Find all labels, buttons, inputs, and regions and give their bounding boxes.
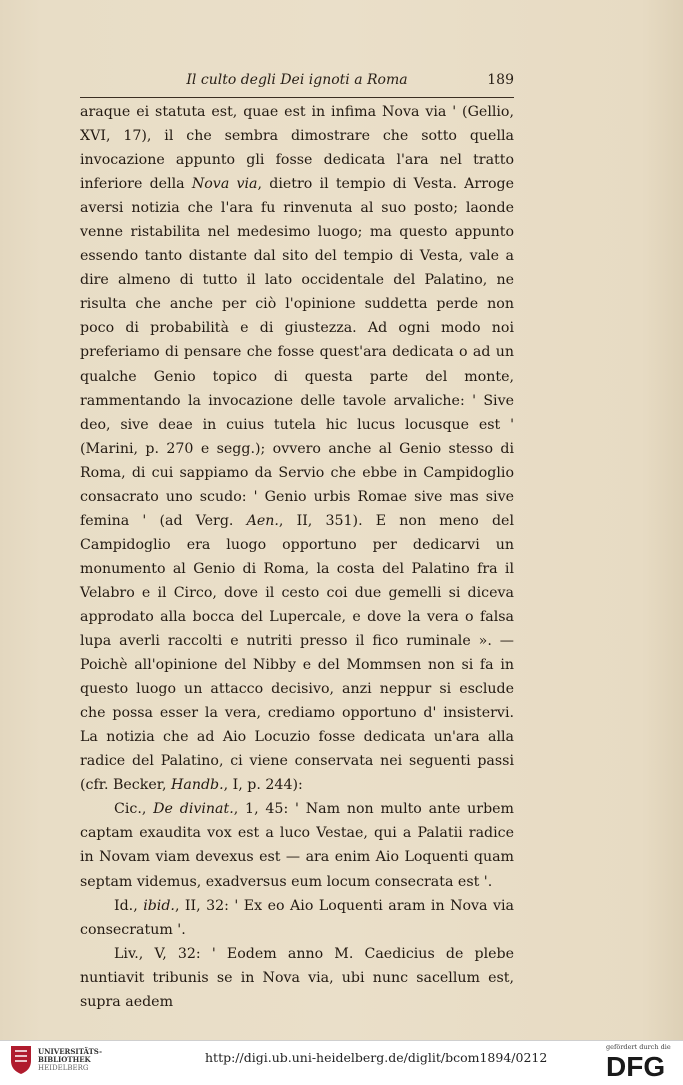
running-header (80, 72, 514, 92)
university-crest-icon (8, 1043, 34, 1075)
paragraph-id-ibid: Id., ibid., II, 32: ' Ex eo Aio Loquenti aram in Nova via consecratum '. (80, 897, 514, 938)
italic-handb: Handb. (170, 777, 224, 794)
italic-aen: Aen. (246, 512, 279, 529)
body-text (80, 100, 514, 1014)
permalink-url[interactable]: http://digi.ub.uni-heidelberg.de/diglit/bcom1894/0212 (205, 1050, 548, 1065)
italic-de-divinat: De divinat. (153, 801, 234, 818)
header-rule (80, 97, 514, 98)
italic-ibid: ibid. (143, 897, 175, 914)
dfg-logo-icon (606, 1050, 674, 1080)
paragraph-1: araque ei statuta est, quae est in infima Nova via ' (Gellio, XVI, 17), il che sembra dimostrare che sotto quella invocazione appunto gli fosse dedicata l'ara nel tratto inferiore della Nova via, dietro il tempio di Vesta. Arroge aversi notizia che l'ara fu rinvenuta al suo posto; laonde venne ristabilita nel medesimo luogo; ma questo appunto essendo tanto distante dal sito del tempio di Vesta, vale a dire almeno di tutto il lato occidentale del Palatino, ne risulta che anche per ciò l'opinione suddetta perde non poco di probabilità e di giustezza. Ad ogni modo noi preferiamo di pensare che fosse quest'ara dedicata o ad un qualche Genio topico di questa parte del monte, rammentando la invocazione delle tavole arvaliche: ' Sive deo, sive deae in cuius tutela hic lucus locusque est ' (Marini, p. 270 e segg.); ovvero anche al Genio stesso di Roma, di cui sappiamo da Servio che ebbe in Campidoglio consacrato uno scudo: ' Genio urbis Romae sive mas sive femina ' (ad Verg. Aen., II, 351). E non meno del Campidoglio era luogo opportuno per dedicarvi un monumento al Genio di Roma, la costa del Palatino fra il Velabro e il Circo, dove il cesto coi due gemelli si diceva approdato alla bocca del Lupercale, e dove la vera o falsa lupa averli raccolti e nutriti presso il fico ruminale ». — Poichè all'opinione del Nibby e del Mommsen non si fa in questo luogo un attacco decisivo, anzi neppur si esclude che possa esser la vera, crediamo opportuno d' insistervi. La notizia che ad Aio Locuzio fosse dedicata un'ara alla radice del Palatino, ci viene conservata nei seguenti passi (cfr. Becker, Handb., I, p. 244): (80, 104, 514, 794)
paragraph-livy: Liv., V, 32: ' Eodem anno M. Caedicius de plebe nuntiavit tribunis se in Nova via, ubi nunc sacellum est, supra aedem (80, 945, 514, 1010)
paragraph-cicero: Cic., De divinat., 1, 45: ' Nam non multo ante urbem captam exaudita vox est a luco Vestae, qui a Palatii radice in Novam viam devexus est — ara enim Aio Loquenti quam septam videmus, exadversus eum locum consecrata est '. (80, 801, 514, 890)
header-title: Il culto degli Dei ignoti a Roma (186, 72, 408, 88)
dfg-logo-text: DFG (606, 1051, 666, 1080)
library-name: UNIVERSITÄTS- BIBLIOTHEK HEIDELBERG (38, 1047, 102, 1072)
page-number: 189 (487, 72, 514, 88)
italic-nova-via: Nova via (191, 176, 258, 193)
funded-by-label: gefördert durch die (606, 1043, 671, 1051)
